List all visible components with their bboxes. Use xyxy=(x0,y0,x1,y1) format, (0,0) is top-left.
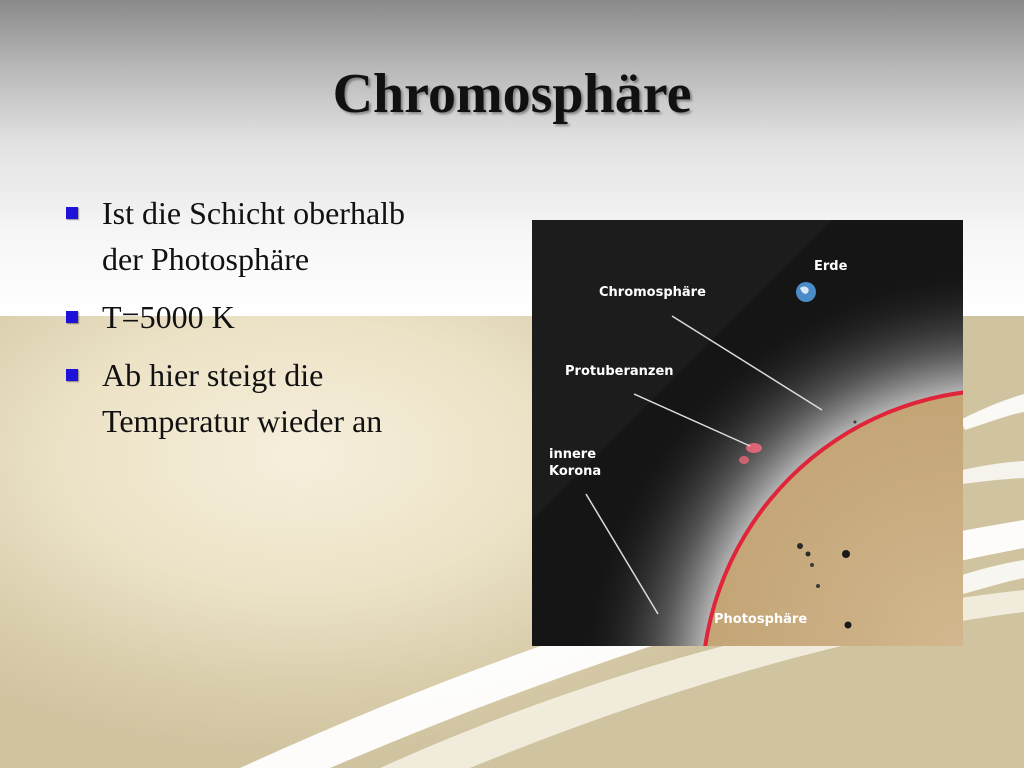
bullet-text-line: Ist die Schicht oberhalb xyxy=(102,195,406,231)
sunspot xyxy=(806,552,811,557)
bullet-square-icon xyxy=(66,311,78,323)
slide-title: Chromosphäre xyxy=(332,63,692,125)
label-erde: Erde xyxy=(814,259,848,274)
sunspot xyxy=(845,622,852,629)
label-korona: Korona xyxy=(549,464,602,479)
bullet-text-line: T=5000 K xyxy=(102,299,235,335)
label-protuberanzen: Protuberanzen xyxy=(565,364,674,379)
bullet-square-icon xyxy=(66,207,78,219)
prominence xyxy=(739,456,749,464)
sunspot xyxy=(854,421,857,424)
sun-diagram-image xyxy=(532,220,963,646)
bullet-list xyxy=(60,190,500,456)
sunspot xyxy=(816,584,820,588)
bullet-item xyxy=(60,190,500,282)
bullet-square-icon xyxy=(66,369,78,381)
sunspot xyxy=(797,543,803,549)
label-chromosphaere: Chromosphäre xyxy=(599,285,706,300)
bullet-text-line: Ab hier steigt die xyxy=(102,357,324,393)
sunspot xyxy=(810,563,814,567)
bullet-text-line: Temperatur wieder an xyxy=(102,403,383,439)
bullet-item xyxy=(60,294,500,340)
label-photosphaere: Photosphäre xyxy=(714,612,808,627)
bullet-item xyxy=(60,352,500,444)
label-innere: innere xyxy=(549,447,597,462)
sunspot xyxy=(842,550,850,558)
bullet-text-line: der Photosphäre xyxy=(102,241,310,277)
